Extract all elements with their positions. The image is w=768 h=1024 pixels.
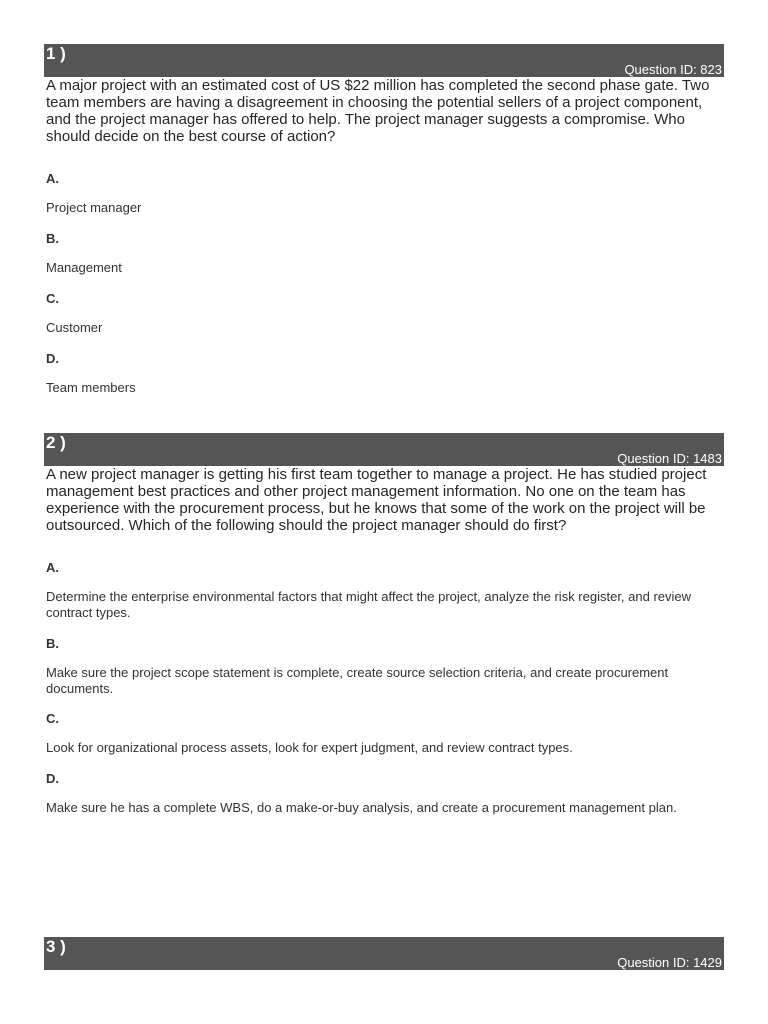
option-c-letter: C. xyxy=(46,711,59,726)
option-b-text: Management xyxy=(46,260,122,275)
question-header xyxy=(44,937,724,970)
question-text: A new project manager is getting his first team together to manage a project. He has studied project management best practices and other project management information. No one on the team has experience with the procurement process, but he knows that some of the work on the project will be outsourced. Which of the following should the project manager should do first? xyxy=(46,466,707,534)
question-header xyxy=(44,44,724,77)
question-id: Question ID: 823 xyxy=(624,62,722,77)
question-3 xyxy=(44,937,724,970)
question-header xyxy=(44,433,724,466)
option-c-letter: C. xyxy=(46,291,59,306)
option-b-text: Make sure the project scope statement is complete, create source selection criteria, and create procurement documents. xyxy=(46,665,669,696)
option-d-letter: D. xyxy=(46,351,59,366)
option-a-letter: A. xyxy=(46,171,59,186)
question-id: Question ID: 1483 xyxy=(617,451,722,466)
option-d-letter: D. xyxy=(46,771,59,786)
option-a-text: Project manager xyxy=(46,200,142,215)
question-number: 3 ) xyxy=(46,937,66,956)
question-number: 1 ) xyxy=(46,44,66,63)
option-b-letter: B. xyxy=(46,231,59,246)
question-text: A major project with an estimated cost of US $22 million has completed the second phase gate. Two team members are having a disagreement in choosing the potential sellers of a project component, and the project manager has offered to help. The project manager suggests a compromise. Who should decide on the best course of action? xyxy=(46,77,710,145)
option-c-text: Look for organizational process assets, look for expert judgment, and review contract types. xyxy=(46,740,573,755)
option-a-letter: A. xyxy=(46,560,59,575)
question-id: Question ID: 1429 xyxy=(617,955,722,970)
option-a-text: Determine the enterprise environmental factors that might affect the project, analyze the risk register, and review contract types. xyxy=(46,589,692,620)
question-1 xyxy=(44,44,724,145)
option-c-text: Customer xyxy=(46,320,103,335)
option-d-text: Team members xyxy=(46,380,136,395)
option-b-letter: B. xyxy=(46,636,59,651)
question-2 xyxy=(44,433,724,534)
option-d-text: Make sure he has a complete WBS, do a make-or-buy analysis, and create a procurement management plan. xyxy=(46,800,677,815)
question-number: 2 ) xyxy=(46,433,66,452)
